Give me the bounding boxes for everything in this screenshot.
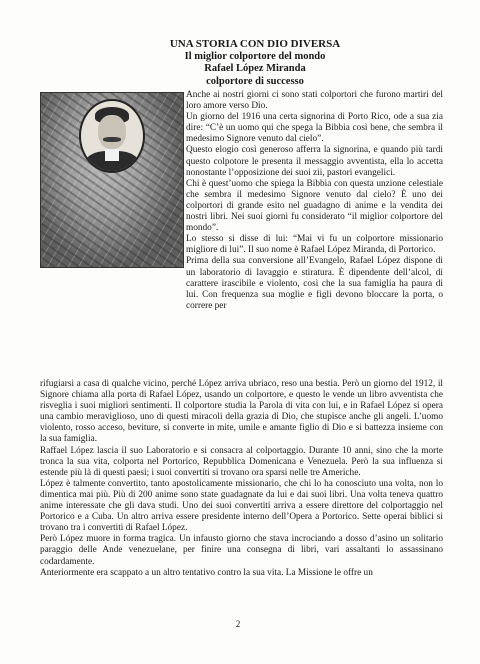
paragraph: Prima della sua conversione all’Evangelo, Rafael López dispone di un laboratorio di lavaggio e stiratura. È dipendente dell’alcol, di carattere irascibile e violento, così che la sua famiglia ha paura di lui. Con frequenza sua moglie e figli devono bloccare la porta, o correre per	[186, 256, 443, 311]
title-line-2: Il miglior colportore del mondo	[184, 50, 326, 62]
paragraph: Anteriormente era scappato a un altro tentativo contro la sua vita. La Missione le offre un	[40, 567, 373, 578]
paragraph: Questo elogio così generoso afferra la signorina, e quando più tardi questo colpotore le presenta il messaggio avventista, ella lo accetta nonostante l’opposizione dei suoi zii, pastori evangelici.	[186, 145, 443, 178]
portrait-photo	[40, 92, 184, 268]
article-title	[150, 38, 360, 88]
portrait-medallion	[79, 99, 145, 173]
title-line-1: UNA STORIA CON DIO DIVERSA	[169, 38, 341, 50]
full-width-text	[40, 379, 443, 579]
title-line-3: Rafael López Miranda	[204, 63, 306, 74]
paragraph: Chi è quest’uomo che spiega la Bibbia con questa unzione celestiale che sembra il medesimo Signore venuto dal cielo? È uno dei colportori di grande esito nel guadagno di anime e la vendita dei nostri libri. Nei suoi giorni fu considerato “il miglior colportore del mondo”.	[186, 178, 443, 234]
paragraph: rifugiarsi a casa di qualche vicino, perché López arriva ubriaco, reso una bestia. Però un giorno del 1912, il Signore chiama alla porta di Rafael López, usando un colportore, e questo le vende un libro avventista che risveglia i suoi migliori sentimenti. Il colportore studia la Parola di vita con lui, e in Rafael López si opera una cambio meraviglioso, uno di questi miracoli della grazia di Dio, che stupisce anche gli angeli. L’uomo violento, rosso acceso, beviture, si converte in mite, umile e amante figlio di Dio e si battezza insieme con la sua famiglia.	[40, 379, 443, 445]
paragraph: Lo stesso si disse di lui: “Mai vi fu un colportore missionario migliore di lui”. Il suo nome è Rafael López Miranda, di Portorico.	[186, 234, 443, 256]
paragraph: Però López muore in forma tragica. Un infausto giorno che stava incrociando a dosso d’asino un solitario paraggio delle Ande venezuelane, per finire una consegna di libri, vari assaltanti lo assassinano codardamente.	[40, 534, 443, 567]
page-number: 2	[235, 619, 241, 629]
paragraph: Anche ai nostri giorni ci sono stati colportori che furono martiri del loro amore verso Dio.	[186, 90, 443, 112]
right-column-text	[186, 90, 443, 312]
paragraph: Un giorno del 1916 una certa signorina di Porto Rico, ode a sua zia dire: “C’è un uomo qui che spega la Bibbia così bene, che sembra il medesimo Signore venuto dal cielo”.	[186, 112, 443, 145]
title-line-4: colportore di successo	[206, 75, 304, 87]
paragraph: Raffael López lascia il suo Laboratorio e si consacra al colportaggio. Durante 10 anni, sino che la morte tronca la sua vita, colporta nel Portorico, Repubblica Domenicana e Venezuela. Però la sua influenza si estende più là di questi paesi; i suoi convertiti si trovano ora sparsi nelle tre Americhe.	[40, 445, 443, 478]
paragraph: López è talmente convertito, tanto apostolicamente missionario, che chi lo ha conosciuto una volta, non lo dimentica mai più. Più di 200 anime sono state guadagnate da lui e dai suoi libri. Una volta teneva quattro anime interessate che gli dava studi. Uno dei suoi convertiti arriva a essere direttore del colportaggio nel Portorico e a Cuba. Un altro arriva essere presidente interno dell’Opera a Portorico. Sette operai biblici si trovano tra i convertiti di Rafael López.	[40, 478, 443, 534]
